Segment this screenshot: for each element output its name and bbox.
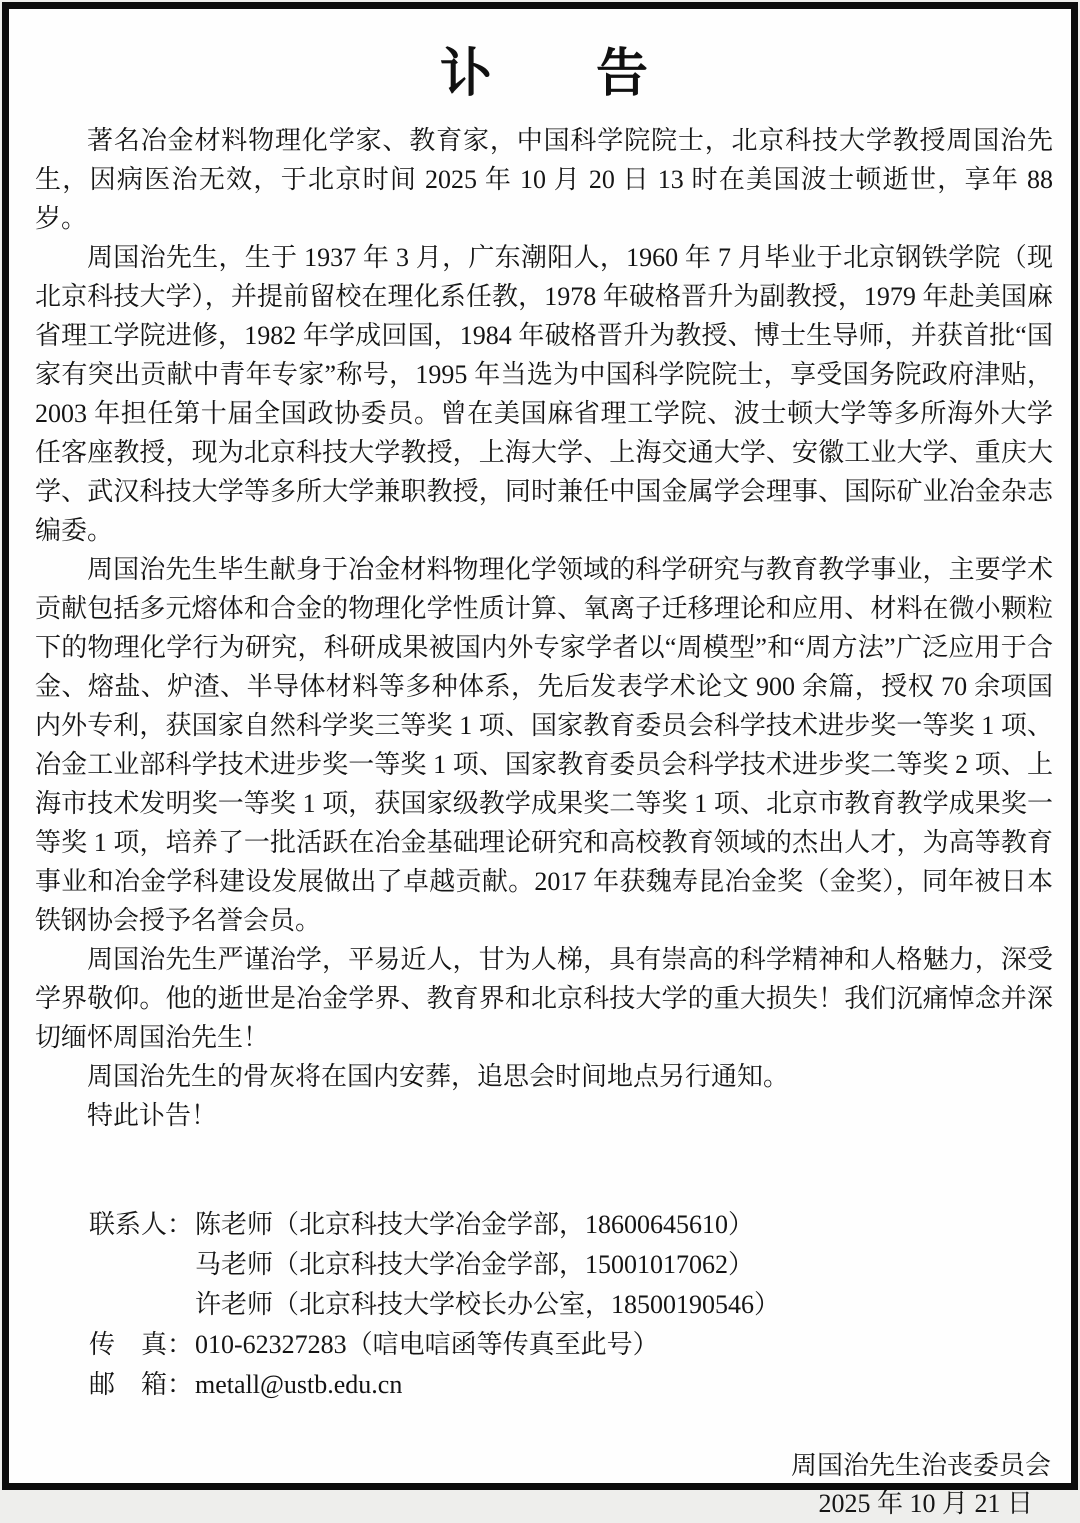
paragraph-closing: 特此讣告！ <box>87 1101 218 1130</box>
contact-row-2 <box>89 1245 1053 1285</box>
contact-entry-chen: 陈老师（北京科技大学冶金学部，18600645610） <box>195 1210 755 1239</box>
date: 2025 年 10 月 21 日 <box>818 1489 1033 1518</box>
fax-number: 010-62327283（唁电唁函等传真至此号） <box>195 1330 659 1359</box>
paragraph-death-announcement: 著名冶金材料物理化学家、教育家，中国科学院院士，北京科技大学教授周国治先生，因病医治无效，于北京时间 2025 年 10 月 20 日 13 时在美国波士顿逝世，享年 88 岁。 <box>35 126 1053 233</box>
paragraph-burial-notice: 周国治先生的骨灰将在国内安葬，追思会时间地点另行通知。 <box>87 1062 790 1091</box>
paragraph-biography: 周国治先生，生于 1937 年 3 月，广东潮阳人，1960 年 7 月毕业于北京钢铁学院（现北京科技大学），并提前留校在理化系任教，1978 年破格晋升为副教授，1979 年赴美国麻省理工学院进修，1982 年学成回国，1984 年破格晋升为教授、博士生导师，并获首批“国家有突出贡献中青年专家”称号，1995 年当选为中国科学院院士，享受国务院政府津贴，2003 年担任第十届全国政协委员。曾在美国麻省理工学院、波士顿大学等多所海外大学任客座教授，现为北京科技大学教授，上海大学、上海交通大学、安徽工业大学、重庆大学、武汉科技大学等多所大学兼职教授，同时兼任中国金属学会理事、国际矿业冶金杂志编委。 <box>35 243 1053 545</box>
contact-entry-ma: 马老师（北京科技大学冶金学部，15001017062） <box>195 1250 755 1279</box>
paragraph-tribute: 周国治先生严谨治学，平易近人，甘为人梯，具有崇高的科学精神和人格魅力，深受学界敬仰。他的逝世是冶金学界、教育界和北京科技大学的重大损失！我们沉痛悼念并深切缅怀周国治先生！ <box>35 945 1053 1052</box>
obituary-page <box>2 2 1078 1518</box>
contact-row-1 <box>89 1205 1053 1245</box>
fax-label: 传 真： <box>89 1330 194 1359</box>
contact-person-label: 联系人： <box>89 1210 194 1239</box>
page-title: 讣 告 <box>439 46 648 103</box>
contact-block <box>35 1205 1053 1405</box>
contact-entry-xu: 许老师（北京科技大学校长办公室，18500190546） <box>195 1290 781 1319</box>
email-row <box>89 1365 1053 1405</box>
email-address: metall@ustb.edu.cn <box>195 1370 403 1399</box>
fax-row <box>89 1325 1053 1365</box>
signature: 周国治先生治丧委员会 <box>790 1451 1051 1480</box>
contact-row-3 <box>89 1285 1053 1325</box>
paragraph-achievements: 周国治先生毕生献身于冶金材料物理化学领域的科学研究与教育教学事业，主要学术贡献包括多元熔体和合金的物理化学性质计算、氧离子迁移理论和应用、材料在微小颗粒下的物理化学行为研究，科研成果被国内外专家学者以“周模型”和“周方法”广泛应用于合金、熔盐、炉渣、半导体材料等多种体系，先后发表学术论文 900 余篇，授权 70 余项国内外专利，获国家自然科学奖三等奖 1 项、国家教育委员会科学技术进步奖一等奖 1 项、冶金工业部科学技术进步奖一等奖 1 项、国家教育委员会科学技术进步奖二等奖 2 项、上海市技术发明奖一等奖 1 项，获国家级教学成果奖二等奖 1 项、北京市教育教学成果奖一等奖 1 项，培养了一批活跃在冶金基础理论研究和高校教育领域的杰出人才，为高等教育事业和冶金学科建设发展做出了卓越贡献。2017 年获魏寿昆冶金奖（金奖），同年被日本铁钢协会授予名誉会员。 <box>35 555 1053 935</box>
body-text <box>35 121 1053 1135</box>
email-label: 邮 箱： <box>89 1370 194 1399</box>
signature-block <box>35 1447 1053 1523</box>
